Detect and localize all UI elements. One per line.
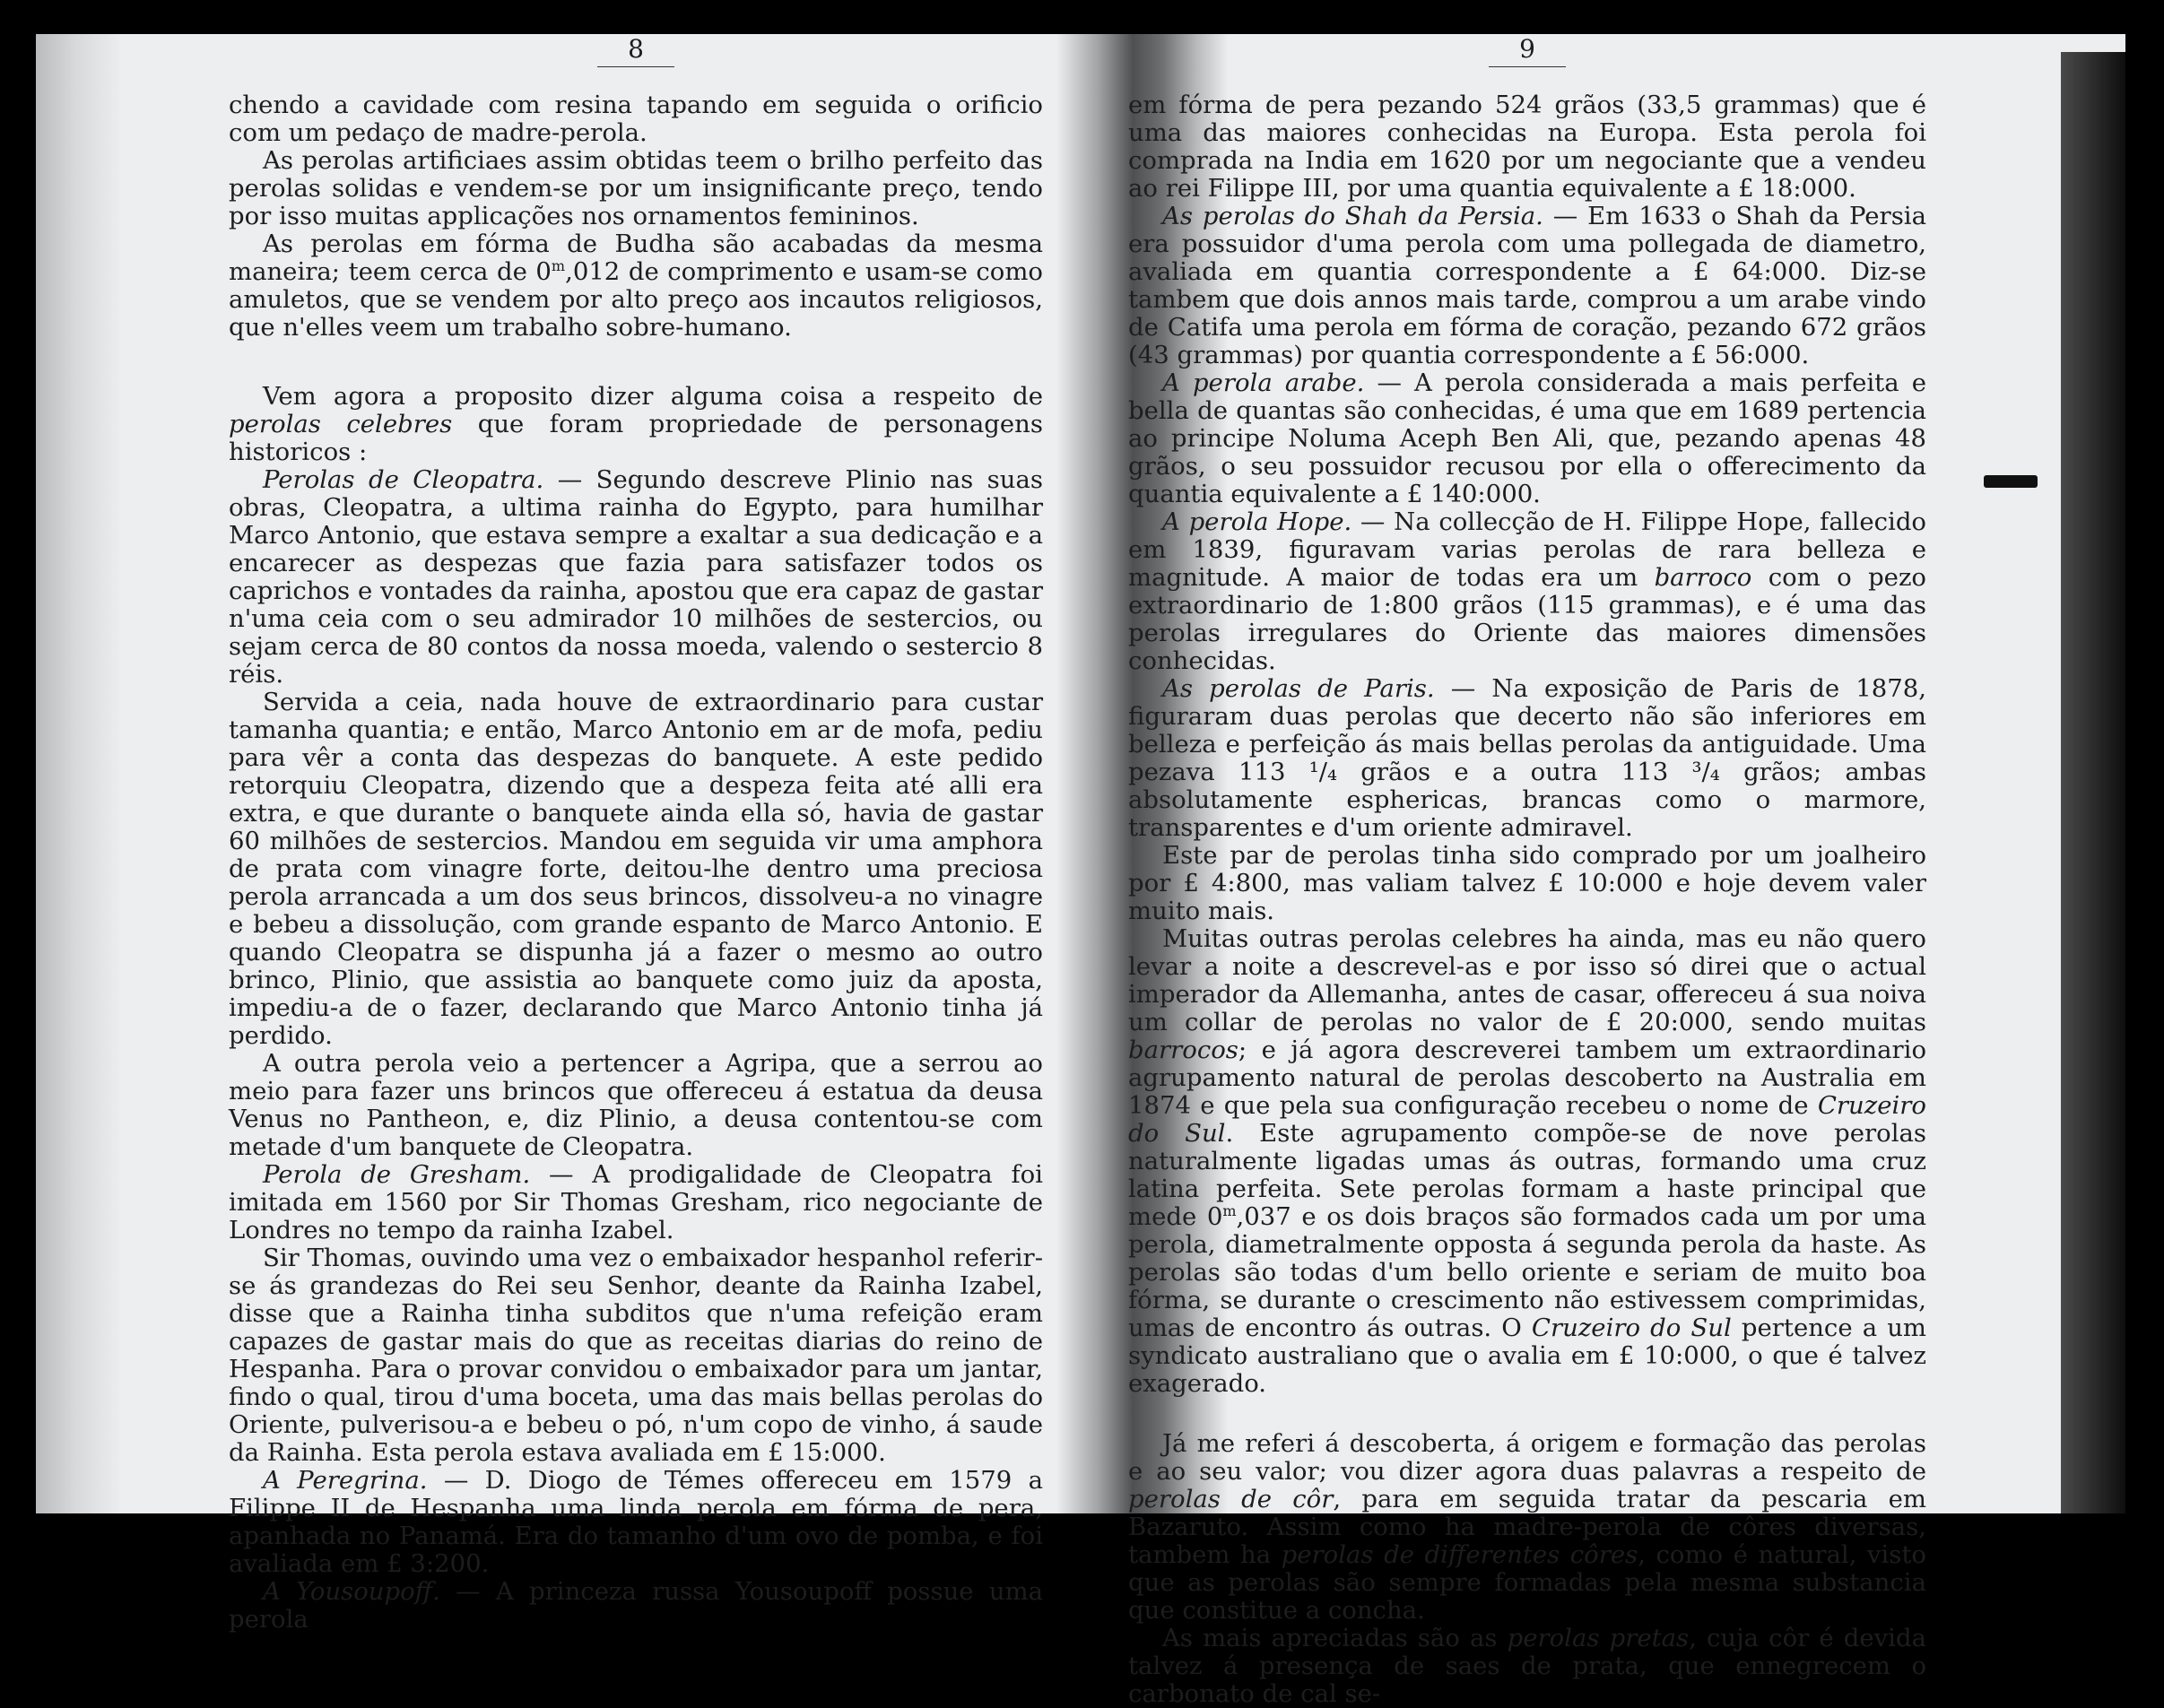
section-paragraph-gresham: Perola de Gresham. — A prodigalidade de Cleopatra foi imitada em 1560 por Sir Thomas Gresham, rico negociante de Londres no tempo da rainha Izabel.: [229, 1160, 1043, 1244]
section-heading: A perola Hope.: [1162, 507, 1352, 536]
section-heading: A Yousoupoff.: [263, 1577, 440, 1606]
section-paragraph-peregrina: A Peregrina. — D. Diogo de Témes offereceu em 1579 a Filippe II de Hespanha uma linda perola em fórma de pera, apanhada no Panamá. Era do tamanho d'um ovo de pomba, e foi avaliada em £ 3:200.: [229, 1466, 1043, 1578]
right-scan-edge: [2061, 52, 2125, 1513]
section-heading: A Peregrina.: [263, 1466, 428, 1495]
paragraph: em fórma de pera pezando 524 grãos (33,5 grammas) que é uma das maiores conhecidas na Europa. Esta perola foi comprada na India em 1620 por um negociante que a vendeu ao rei Filippe III, por uma quantia equivalente a £ 18:000.: [1128, 91, 1926, 203]
section-paragraph-yousoupoff: A Yousoupoff. — A princeza russa Yousoupoff possue uma perola: [229, 1577, 1043, 1634]
section-heading: Perolas de Cleopatra.: [263, 465, 544, 494]
paragraph: Vem agora a proposito dizer alguma coisa a respeito de perolas celebres que foram propriedade de personagens historicos :: [229, 382, 1043, 466]
paragraph: As mais apreciadas são as perolas pretas, cuja côr é devida talvez á presença de saes de prata, que ennegrecem o carbonato de cal se-: [1128, 1624, 1926, 1708]
page-number-right: 9: [1128, 36, 1926, 91]
margin-mark: [1984, 475, 2038, 488]
section-paragraph-cleopatra: Perolas de Cleopatra. — Segundo descreve Plinio nas suas obras, Cleopatra, a ultima rainha do Egypto, para humilhar Marco Antonio, que estava sempre a exaltar a sua dedicação e a encarecer as despezas que fazia para satisfazer todos os caprichos e vontades da rainha, apostou que era capaz de gastar n'uma ceia com o seu admirador 10 milhões de sestercios, ou sejam cerca de 80 contos da nossa moeda, valendo o sestercio 8 réis.: [229, 465, 1043, 689]
section-paragraph-shah: As perolas do Shah da Persia. — Em 1633 o Shah da Persia era possuidor d'uma perola com uma pollegada de diametro, avaliada em quantia correspondente a £ 64:000. Diz-se tambem que dois annos mais tarde, comprou a um arabe vindo de Catifa uma perola em fórma de coração, pezando 672 grãos (43 grammas) por quantia correspondente a £ 56:000.: [1128, 202, 1926, 369]
paragraph: As perolas em fórma de Budha são acabadas da mesma maneira; teem cerca de 0$^m$,012 de comprimento e usam-se como amuletos, que se vendem por alto preço aos incautos religiosos, que n'elles veem um trabalho sobre-humano.: [229, 230, 1043, 342]
paragraph: chendo a cavidade com resina tapando em seguida o orificio com um pedaço de madre-perola.: [229, 91, 1043, 147]
left-page: [229, 36, 1043, 1634]
section-heading: As perolas de Paris.: [1162, 674, 1435, 703]
right-page: [1128, 36, 1926, 1708]
section-heading: Perola de Gresham.: [263, 1160, 531, 1189]
paragraph: Muitas outras perolas celebres ha ainda, mas eu não quero levar a noite a descrevel-as e por isso só direi que o actual imperador da Allemanha, antes de casar, offereceu á sua noiva um collar de perolas no valor de £ 20:000, sendo muitas barrocos; e já agora descreverei tambem um extraordinario agrupamento natural de perolas descoberto na Australia em 1874 e que pela sua configuração recebeu o nome de Cruzeiro do Sul. Este agrupamento compõe-se de nove perolas naturalmente ligadas umas ás outras, formando uma cruz latina perfeita. Sete perolas formam a haste principal que mede 0$^m$,037 e os dois braços são formados cada um por uma perola, diametralmente opposta á segunda perola da haste. As perolas são todas d'um bello oriente e seriam de muito boa fórma, se durante o crescimento não estivessem comprimidas, umas de encontro ás outras. O Cruzeiro do Sul pertence a um syndicato australiano que o avalia em £ 10:000, o que é talvez exagerado.: [1128, 924, 1926, 1398]
paragraph: Este par de perolas tinha sido comprado por um joalheiro por £ 4:800, mas valiam talvez £ 10:000 e hoje devem valer muito mais.: [1128, 841, 1926, 925]
paragraph: Já me referi á descoberta, á origem e formação das perolas e ao seu valor; vou dizer agora duas palavras a respeito de perolas de côr, para em seguida tratar da pescaria em Bazaruto. Assim como ha madre-perola de côres diversas, tambem ha perolas de differentes côres, como é natural, visto que as perolas são sempre formadas pela mesma substancia que constitue a concha.: [1128, 1429, 1926, 1625]
section-paragraph-arabe: A perola arabe. — A perola considerada a mais perfeita e bella de quantas são conhecidas, é uma que em 1689 pertencia ao principe Noluma Aceph Ben Ali, que, pezando apenas 48 grãos, o seu possuidor recusou por ella o offerecimento da quantia equivalente a £ 140:000.: [1128, 368, 1926, 508]
section-heading: A perola arabe.: [1162, 368, 1365, 397]
page-number-left: 8: [229, 36, 1043, 91]
left-scan-shadow: [36, 34, 122, 1513]
section-heading: As perolas do Shah da Persia.: [1162, 202, 1543, 230]
paragraph: Sir Thomas, ouvindo uma vez o embaixador hespanhol referir-se ás grandezas do Rei seu Senhor, deante da Rainha Izabel, disse que a Rainha tinha subditos que n'uma refeição eram capazes de gastar mais do que as receitas diarias do reino de Hespanha. Para o provar convidou o embaixador para um jantar, findo o qual, tirou d'uma boceta, uma das mais bellas perolas do Oriente, pulverisou-a e bebeu o pó, n'um copo de vinho, á saude da Rainha. Esta perola estava avaliada em £ 15:000.: [229, 1244, 1043, 1467]
paragraph: Servida a ceia, nada houve de extraordinario para custar tamanha quantia; e então, Marco Antonio em ar de mofa, pediu para vêr a conta das despezas do banquete. A este pedido retorquiu Cleopatra, dizendo que a despeza feita até alli era extra, e que durante o banquete ainda ella só, havia de gastar 60 milhões de sestercios. Mandou em seguida vir uma amphora de prata com vinagre forte, deitou-lhe dentro uma preciosa perola arrancada a um dos seus brincos, dissolveu-a no vinagre e bebeu a dissolução, com grande espanto de Marco Antonio. E quando Cleopatra se dispunha já a fazer o mesmo ao outro brinco, Plinio, que assistia ao banquete como juiz da aposta, impediu-a de o fazer, declarando que Marco Antonio tinha já perdido.: [229, 688, 1043, 1050]
paragraph: As perolas artificiaes assim obtidas teem o brilho perfeito das perolas solidas e vendem-se por um insignificante preço, tendo por isso muitas applicações nos ornamentos femininos.: [229, 146, 1043, 230]
section-paragraph-hope: A perola Hope. — Na collecção de H. Filippe Hope, fallecido em 1839, figuravam varias perolas de rara belleza e magnitude. A maior de todas era um barroco com o pezo extraordinario de 1:800 grãos (115 grammas), e é uma das perolas irregulares do Oriente das maiores dimensões conhecidas.: [1128, 507, 1926, 675]
section-paragraph-paris: As perolas de Paris. — Na exposição de Paris de 1878, figuraram duas perolas que decerto não são inferiores em belleza e perfeição ás mais bellas perolas da antiguidade. Uma pezava 113 ¹/₄ grãos e a outra 113 ³/₄ grãos; ambas absolutamente esphericas, brancas como o marmore, transparentes e d'um oriente admiravel.: [1128, 674, 1926, 842]
paragraph: A outra perola veio a pertencer a Agripa, que a serrou ao meio para fazer uns brincos que offereceu á estatua da deusa Venus no Pantheon, e, diz Plinio, a deusa contentou-se com metade d'um banquete de Cleopatra.: [229, 1049, 1043, 1161]
